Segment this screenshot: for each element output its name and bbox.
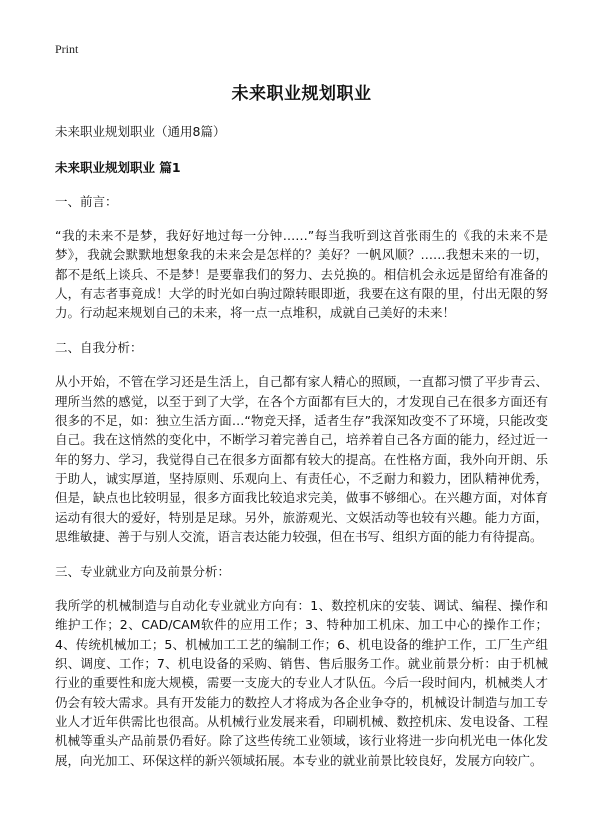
- section-heading-career-prospects: 三、专业就业方向及前景分析：: [55, 564, 231, 580]
- document-subtitle: 未来职业规划职业（通用8篇）: [55, 124, 226, 139]
- section-body-self-analysis: 从小开始，不管在学习还是生活上，自己都有家人精心的照顾，一直都习惯了平步青云、理所当然的感觉，以至于到了大学，在各个方面都有巨大的，才发现自己在很多方面还有很多的不足，如：独立生活方面…“物竞天择，适者生存”我深知改变不了环境，只能改变自己。我在这悄然的变化中，不断学习着完善自己，培养着自己各方面的能力，经过近一年的努力、学习，我觉得自己在很多方面都有较大的提高。在性格方面，我外向开朗、乐于助人，诚实厚道，坚持原则、乐观向上、有责任心，不乏耐力和毅力，团队精神优秀，但是，缺点也比较明显，很多方面我比较追求完美，做事不够细心。在兴趣方面，对体育运动有很大的爱好，特别是足球。另外，旅游观光、文娱活动等也较有兴趣。能力方面，思维敏捷、善于与别人交流，语言表达能力较强，但在书写、组织方面的能力有待提高。: [55, 374, 548, 544]
- page-title: 未来职业规划职业: [231, 84, 372, 104]
- print-link[interactable]: Print: [55, 42, 79, 56]
- part-heading: 未来职业规划职业 篇1: [55, 160, 181, 175]
- section-heading-self-analysis: 二、自我分析：: [55, 340, 143, 356]
- section-body-career-prospects: 我所学的机械制造与自动化专业就业方向有：1、数控机床的安装、调试、编程、操作和维护工作；2、CAD/CAM软件的应用工作；3、特种加工机床、加工中心的操作工作；4、传统机械加工；5、机械加工工艺的编制工作；6、机电设备的维护工作，工厂生产组织、调度、工作；7、机电设备的采购、销售、售后服务工作。就业前景分析：由于机械行业的重要性和庞大规模，需要一支庞大的专业人才队伍。今后一段时间内，机械类人才仍会有较大需求。具有开发能力的数控人才将成为各企业争夺的，机械设计制造与加工专业人才近年供需比也很高。从机械行业发展来看，印刷机械、数控机床、发电设备、工程机械等重头产品前景仍看好。除了这些传统工业领域，该行业将进一步向机光电一体化发展，向光加工、环保这样的新兴领域拓展。本专业的就业前景比较良好，发展方向较广。: [55, 598, 548, 768]
- section-heading-preface: 一、前言：: [55, 194, 118, 209]
- section-body-preface: “我的未来不是梦，我好好地过每一分钟……”每当我听到这首张雨生的《我的未来不是梦》，我就会默默地想象我的未来会是怎样的？美好？一帆风顺？……我想未来的一切，都不是纸上谈兵、不是梦！是要靠我们的努力、去兑换的。相信机会永远是留给有准备的人，有志者事竟成！大学的时光如白驹过隙转眼即逝，我要在这有限的里，付出无限的努力。行动起来规划自己的未来，将一点一点堆积，成就自己美好的未来！: [55, 228, 548, 321]
